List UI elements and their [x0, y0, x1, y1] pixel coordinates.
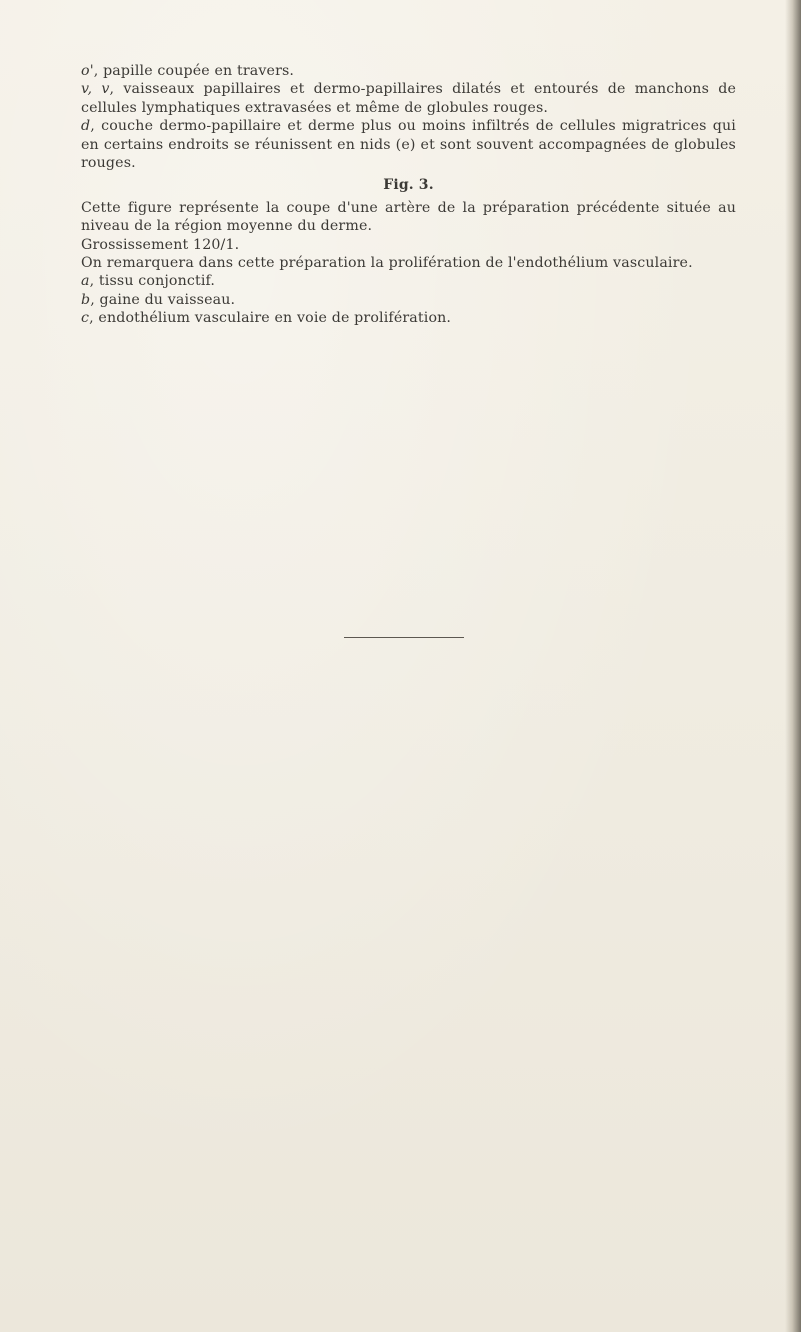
legend-line-o-prime	[81, 62, 736, 80]
label-text: , endothélium vasculaire en voie de prolifération.	[89, 310, 452, 327]
label-key: b	[81, 291, 91, 308]
legend-key: o'	[81, 63, 94, 79]
label-text: , tissu conjonctif.	[89, 273, 216, 290]
legend-text: , papille coupée en travers.	[93, 63, 295, 79]
legend-line-v	[81, 80, 736, 117]
legend-text: , vaisseaux papillaires et dermo-papillaires dilatés et entourés de manchons de cellules lymphatiques extravasées et même de globules rouges.	[81, 81, 737, 116]
page-edge-shadow	[785, 0, 801, 1332]
magnification-line: Grossissement 120/1.	[81, 236, 240, 253]
label-line-c	[81, 309, 736, 327]
text-block	[81, 62, 736, 328]
legend-text: , couche dermo-papillaire et derme plus ou moins infiltrés de cellules migratrices qui en certains endroits se réunissent en nids (e) et sont souvent accompagnées de globules rouges.	[81, 118, 736, 172]
remark-line: On remarquera dans cette préparation la prolifération de l'endothélium vasculaire.	[81, 255, 693, 272]
legend-key: v, v	[81, 81, 110, 98]
figure-description: Cette figure représente la coupe d'une artère de la préparation précédente située au niveau de la région moyenne du derme.	[81, 199, 736, 235]
section-divider-rule	[344, 637, 464, 638]
label-key: c	[81, 310, 90, 327]
label-key: a	[81, 273, 90, 290]
legend-line-d	[81, 117, 736, 172]
label-line-a	[81, 272, 736, 290]
legend-key: d	[81, 118, 91, 135]
label-line-b	[81, 291, 736, 309]
figure-title: Fig. 3.	[383, 177, 434, 194]
label-text: , gaine du vaisseau.	[90, 291, 236, 308]
